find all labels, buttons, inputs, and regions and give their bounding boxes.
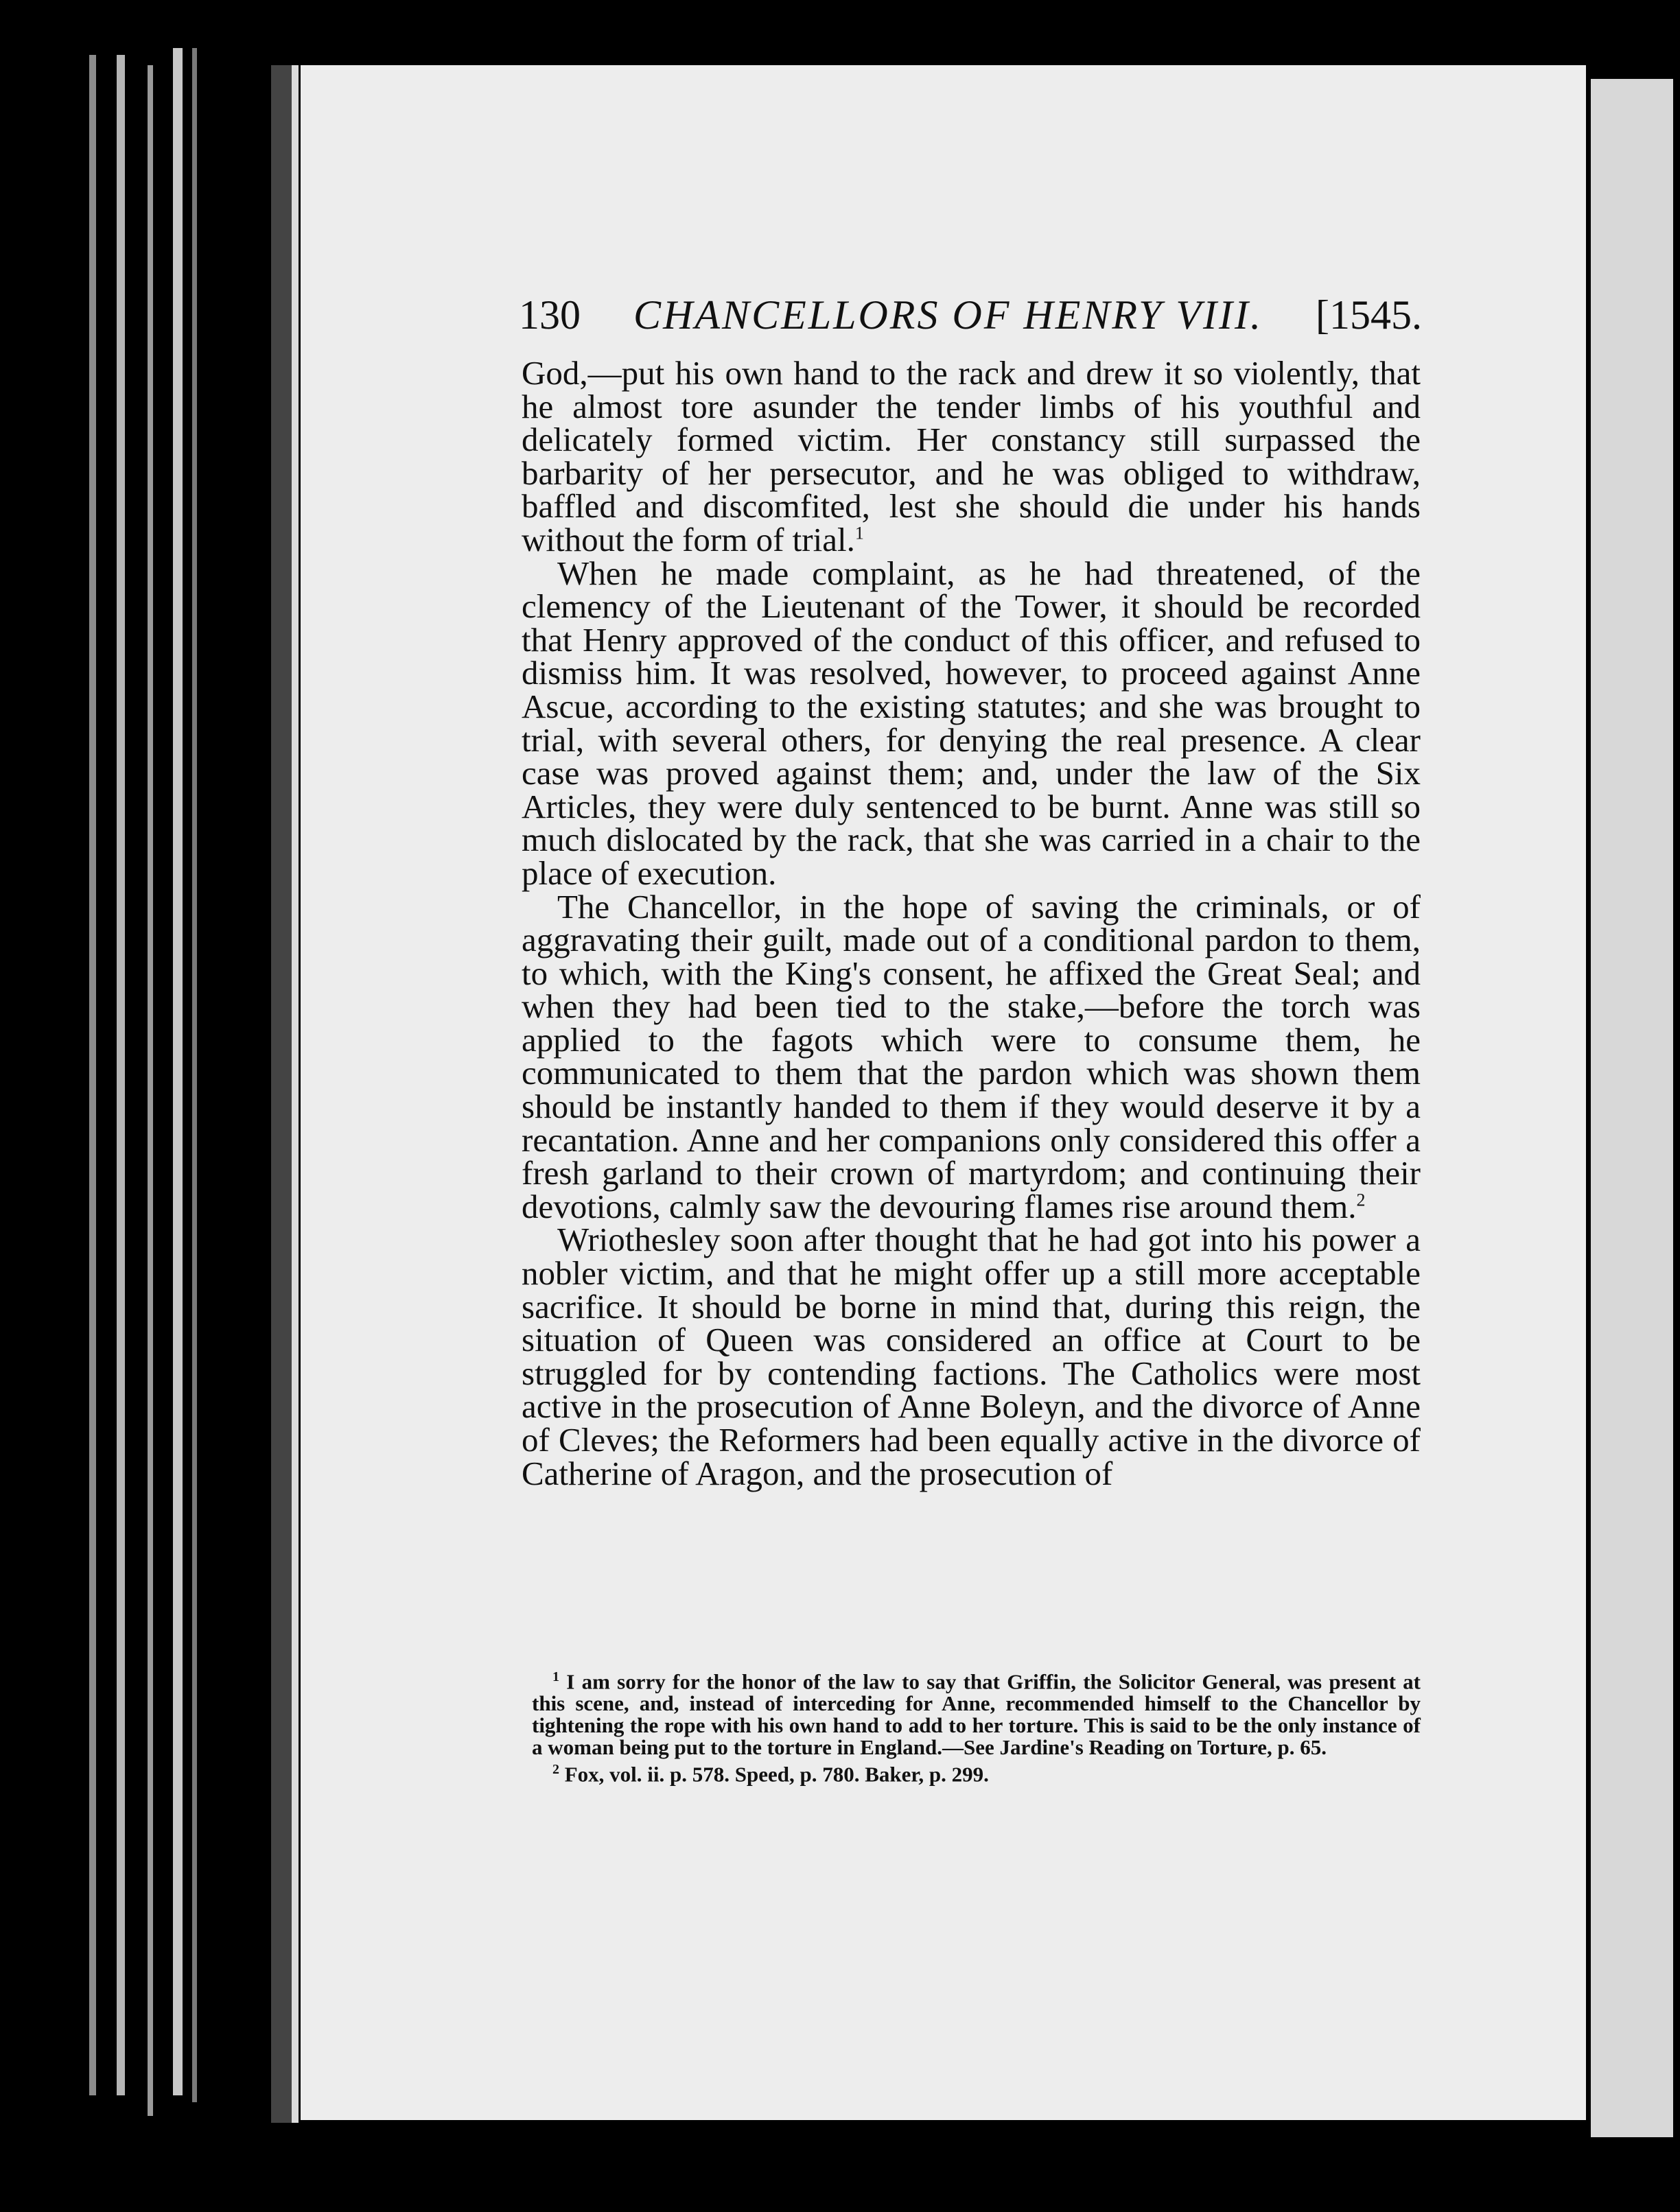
facing-page-edge: [1591, 79, 1673, 2137]
book-edge: [173, 48, 183, 2095]
page-gutter: [271, 65, 292, 2123]
paragraph: The Chancellor, in the hope of saving the criminals, or of aggravating their guilt, made out of a conditional pardon to them, to which, with the King's consent, he affixed the Great Seal; and when they had been tied to the stake,—before the torch was applied to the fagots which were to consume them, he communicated to them that the pardon which was shown them should be instantly handed to them if they would deserve it by a recantation. Anne and her companions only considered this offer a fresh garland to their crown of martyrdom; and continuing their devotions, calmly saw the devouring flames rise around them.$^2$: [522, 887, 1421, 1225]
footnote-mark: 1: [552, 1669, 559, 1684]
running-title: CHANCELLORS OF HENRY VIII.: [633, 292, 1263, 338]
body-text: [522, 354, 1421, 1492]
page-number: 130: [519, 292, 581, 338]
footnotes: [532, 1666, 1421, 1786]
paragraph: Wriothesley soon after thought that he had got into his power a nobler victim, and that he might offer up a still more acceptable sacrifice. It should be borne in mind that, during this reign, the situation of Queen was considered an office at Court to be struggled for by contending factions. The Catholics were most active in the prosecution of Anne Boleyn, and the divorce of Anne of Cleves; the Reformers had been equally active in the divorce of Catherine of Aragon, and the prosecution of: [522, 1221, 1421, 1492]
footnote: $^1$ I am sorry for the honor of the law to say that Griffin, the Solicitor General, was present at this scene, and, instead of interceding for Anne, recommended himself to the Chancellor by tightening the rope with his own hand to add to her torture. This is said to be the only instance of a woman being put to the torture in England.—See Jardine's Reading on Torture, p. 65.: [532, 1669, 1421, 1760]
paragraph: God,—put his own hand to the rack and drew it so violently, that he almost tore asunder the tender limbs of his youthful and delicately formed victim. Her constancy still surpassed the barbarity of her persecutor, and he was obliged to withdraw, baffled and discomfited, lest she should die under his hands without the form of trial.$^1$: [522, 354, 1421, 558]
book-edge: [192, 48, 197, 2102]
page-stack-edge: [292, 65, 299, 2123]
footnote-ref: 2: [1356, 1190, 1366, 1210]
book-edge: [117, 55, 125, 2095]
paragraph: When he made complaint, as he had threatened, of the clemency of the Lieutenant of the Tower, it should be recorded that Henry approved of the conduct of this officer, and refused to dismiss him. It was resolved, however, to proceed against Anne Ascue, according to the existing statutes; and she was brought to trial, with several others, for denying the real presence. A clear case was proved against them; and, under the law of the Six Articles, they were duly sentenced to be burnt. Anne was still so much dislocated by the rack, that she was carried in a chair to the place of execution.: [522, 554, 1421, 892]
header-year: [1545.: [1316, 292, 1422, 338]
footnote-mark: 2: [552, 1762, 559, 1778]
book-edge: [148, 65, 153, 2116]
footnote: $^2$ Fox, vol. ii. p. 578. Speed, p. 780. Baker, p. 299.: [552, 1762, 989, 1787]
footnote-ref: 1: [854, 523, 864, 543]
running-header: [519, 292, 1422, 339]
book-edge: [89, 55, 96, 2095]
